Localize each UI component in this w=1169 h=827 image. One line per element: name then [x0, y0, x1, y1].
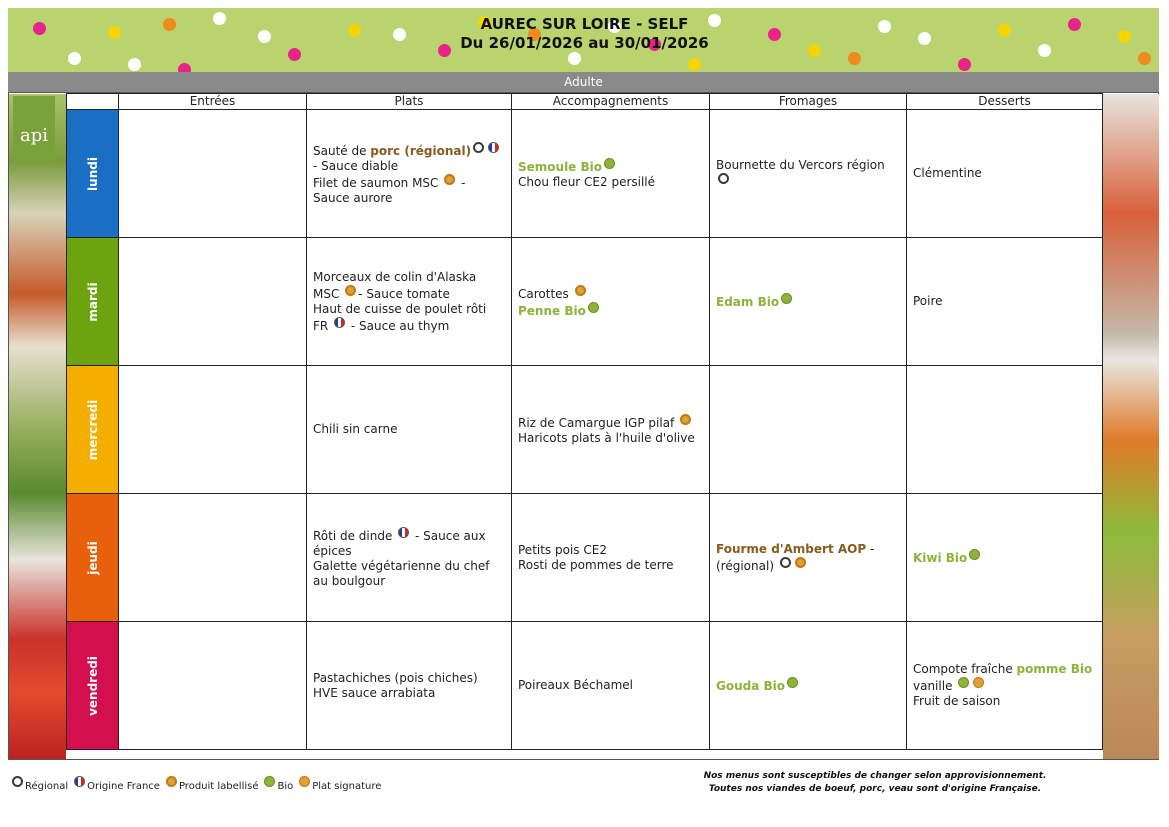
- menu-text: Kiwi Bio: [913, 551, 968, 565]
- menu-item: [518, 543, 703, 558]
- menu-text: Rosti de pommes de terre: [518, 557, 674, 572]
- menu-header-row: [67, 94, 1103, 110]
- bio-icon: [264, 776, 275, 787]
- day-cell: [67, 366, 119, 494]
- menu-cell-entrees: [119, 366, 307, 494]
- menu-text: Haut de cuisse de poulet rôti FR: [313, 301, 487, 333]
- legend-item: [72, 781, 160, 792]
- menu-text: Gouda Bio: [716, 679, 786, 693]
- right-decorative-photo: [1103, 94, 1159, 759]
- label-icon: [166, 776, 177, 787]
- label-icon: [680, 414, 691, 425]
- menu-item: [913, 694, 1096, 709]
- menu-cell-desserts: [907, 366, 1103, 494]
- menu-cell-accompagnements: [512, 238, 710, 366]
- day-row: [67, 622, 1103, 750]
- menu-text: Poireaux Béchamel: [518, 678, 633, 692]
- day-cell: [67, 238, 119, 366]
- label-icon: [345, 285, 356, 296]
- france-flag-icon: [74, 776, 85, 787]
- banner-dot: [178, 63, 191, 72]
- column-header-desserts: Desserts: [907, 94, 1103, 110]
- bio-icon: [958, 677, 969, 688]
- legend-label: Plat signature: [312, 781, 382, 792]
- legend-label: Origine France: [87, 781, 160, 792]
- menu-cell-entrees: [119, 622, 307, 750]
- corner-cell: [67, 94, 119, 110]
- menu-item: [313, 302, 505, 334]
- legend-item: [297, 781, 381, 792]
- banner-dot: [958, 58, 971, 71]
- legend: [10, 776, 385, 792]
- menu-title: AUREC SUR LOIRE - SELF: [480, 15, 689, 33]
- menu-cell-desserts: [907, 622, 1103, 750]
- menu-text: - Sauce au thym: [347, 318, 450, 333]
- legend-label: Produit labellisé: [178, 781, 259, 792]
- menu-text: Galette végétarienne du chef au boulgour: [313, 558, 490, 588]
- menu-cell-entrees: [119, 494, 307, 622]
- menu-item: [518, 175, 703, 190]
- france-flag-icon: [488, 142, 499, 153]
- regional-icon: [780, 557, 791, 568]
- day-label: mercredi: [85, 399, 100, 460]
- menu-item: [913, 294, 1096, 309]
- legend-item: [262, 781, 293, 792]
- day-row: [67, 110, 1103, 238]
- day-row: [67, 366, 1103, 494]
- left-decorative-photo: [9, 94, 66, 759]
- banner-dot: [68, 52, 81, 65]
- api-logo: api: [13, 96, 55, 162]
- menu-cell-fromages: [710, 622, 907, 750]
- bio-icon: [781, 293, 792, 304]
- menu-text: Fourme d'Ambert AOP: [716, 541, 867, 556]
- column-header-plats: Plats: [307, 94, 512, 110]
- banner-dot: [1138, 52, 1151, 65]
- menu-cell-accompagnements: [512, 622, 710, 750]
- menu-cell-plats: [307, 494, 512, 622]
- banner-dot: [688, 58, 701, 71]
- menu-text: porc (régional): [370, 143, 472, 158]
- column-header-entrees: Entrées: [119, 94, 307, 110]
- menu-text: - Sauce aurore: [313, 175, 466, 205]
- menu-item: [313, 174, 505, 206]
- menu-cell-plats: [307, 366, 512, 494]
- menu-text: Chili sin carne: [313, 422, 398, 436]
- regional-icon: [718, 173, 729, 184]
- menu-cell-fromages: [710, 238, 907, 366]
- menu-text: - Sauce diable: [313, 158, 399, 173]
- menu-item: [716, 158, 900, 190]
- menu-item: [518, 285, 703, 302]
- note-line: Nos menus sont susceptibles de changer selon approvisionnement.: [703, 771, 1047, 781]
- menu-cell-fromages: [710, 110, 907, 238]
- menu-text: Clémentine: [913, 166, 982, 180]
- regional-icon: [473, 142, 484, 153]
- menu-period: Du 26/01/2026 au 30/01/2026: [460, 34, 709, 52]
- note-line: Toutes nos viandes de boeuf, porc, veau sont d'origine Française.: [708, 784, 1042, 794]
- menu-cell-desserts: [907, 238, 1103, 366]
- legend-label: Bio: [277, 781, 294, 792]
- day-label: vendredi: [85, 655, 100, 716]
- banner-dot: [568, 52, 581, 65]
- legend-item: [10, 781, 68, 792]
- label-icon: [444, 174, 455, 185]
- bio-icon: [604, 158, 615, 169]
- bio-icon: [969, 549, 980, 560]
- menu-text: Poire: [913, 294, 943, 308]
- menu-text: Filet de saumon MSC: [313, 175, 443, 190]
- menu-cell-fromages: [710, 366, 907, 494]
- banner-dot: [128, 58, 141, 71]
- menu-text: - (régional): [716, 541, 875, 573]
- day-row: [67, 238, 1103, 366]
- menu-text: Rôti de dinde: [313, 528, 397, 543]
- menu-item: [313, 142, 505, 174]
- menu-text: Penne Bio: [518, 303, 586, 318]
- menu-text: - Sauce aux épices: [313, 528, 486, 558]
- day-cell: [67, 494, 119, 622]
- menu-item: [518, 678, 703, 693]
- menu-text: Edam Bio: [716, 295, 780, 309]
- menu-item: [518, 302, 703, 319]
- menu-item: [313, 671, 505, 701]
- section-label: Adulte: [8, 72, 1159, 92]
- menu-text: pomme Bio: [1016, 662, 1093, 676]
- day-label: jeudi: [85, 540, 100, 575]
- menu-item: [313, 422, 505, 437]
- page-title: [0, 15, 1169, 53]
- menu-cell-accompagnements: [512, 366, 710, 494]
- menu-cell-plats: [307, 622, 512, 750]
- menu-cell-desserts: [907, 494, 1103, 622]
- menu-text: Carottes: [518, 286, 573, 301]
- menu-item: [313, 270, 505, 302]
- column-header-accompagnements: Accompagnements: [512, 94, 710, 110]
- menu-item: [518, 558, 703, 573]
- france-flag-icon: [398, 527, 409, 538]
- menu-text: Semoule Bio: [518, 159, 603, 174]
- menu-item: [716, 542, 900, 574]
- menu-text: Fruit de saison: [913, 694, 1001, 708]
- day-label: lundi: [85, 156, 100, 191]
- menu-item: [913, 166, 1096, 181]
- menu-text: Haricots plats à l'huile d'olive: [518, 430, 695, 445]
- label-icon: [575, 285, 586, 296]
- signature-icon: [299, 776, 310, 787]
- menu-item: [716, 293, 900, 310]
- menu-item: [518, 158, 703, 175]
- menu-cell-fromages: [710, 494, 907, 622]
- signature-icon: [973, 677, 984, 688]
- column-header-fromages: Fromages: [710, 94, 907, 110]
- day-label: mardi: [85, 281, 100, 322]
- menu-cell-desserts: [907, 110, 1103, 238]
- menu-text: Petits pois CE2: [518, 542, 607, 557]
- bio-icon: [588, 302, 599, 313]
- banner-dot: [848, 52, 861, 65]
- menu-item: [313, 527, 505, 559]
- menu-text: Bournette du Vercors région: [716, 157, 885, 172]
- regional-icon: [12, 776, 23, 787]
- menu-item: [913, 662, 1096, 694]
- menu-item: [313, 559, 505, 589]
- bio-icon: [787, 677, 798, 688]
- menu-item: [518, 414, 703, 431]
- legend-label: Régional: [25, 781, 69, 792]
- menu-cell-plats: [307, 238, 512, 366]
- menu-text: Pastachiches (pois chiches) HVE sauce arrabiata: [313, 670, 478, 700]
- menu-item: [518, 431, 703, 446]
- menu-text: Riz de Camargue IGP pilaf: [518, 415, 679, 430]
- menu-text: - Sauce tomate: [358, 286, 450, 301]
- france-flag-icon: [334, 317, 345, 328]
- label-icon: [795, 557, 806, 568]
- menu-cell-plats: [307, 110, 512, 238]
- day-cell: [67, 622, 119, 750]
- menu-cell-entrees: [119, 238, 307, 366]
- legend-item: [164, 781, 259, 792]
- footer-notes: [640, 770, 1110, 796]
- day-cell: [67, 110, 119, 238]
- menu-cell-entrees: [119, 110, 307, 238]
- menu-text: Chou fleur CE2 persillé: [518, 174, 656, 189]
- menu-table: [66, 93, 1103, 750]
- menu-text: vanille: [913, 679, 957, 693]
- menu-text: Morceaux de colin d'Alaska MSC: [313, 269, 477, 301]
- day-row: [67, 494, 1103, 622]
- menu-text: Compote fraîche: [913, 662, 1017, 676]
- menu-item: [716, 677, 900, 694]
- menu-cell-accompagnements: [512, 110, 710, 238]
- menu-item: [913, 549, 1096, 566]
- menu-text: Sauté de: [313, 143, 371, 158]
- menu-cell-accompagnements: [512, 494, 710, 622]
